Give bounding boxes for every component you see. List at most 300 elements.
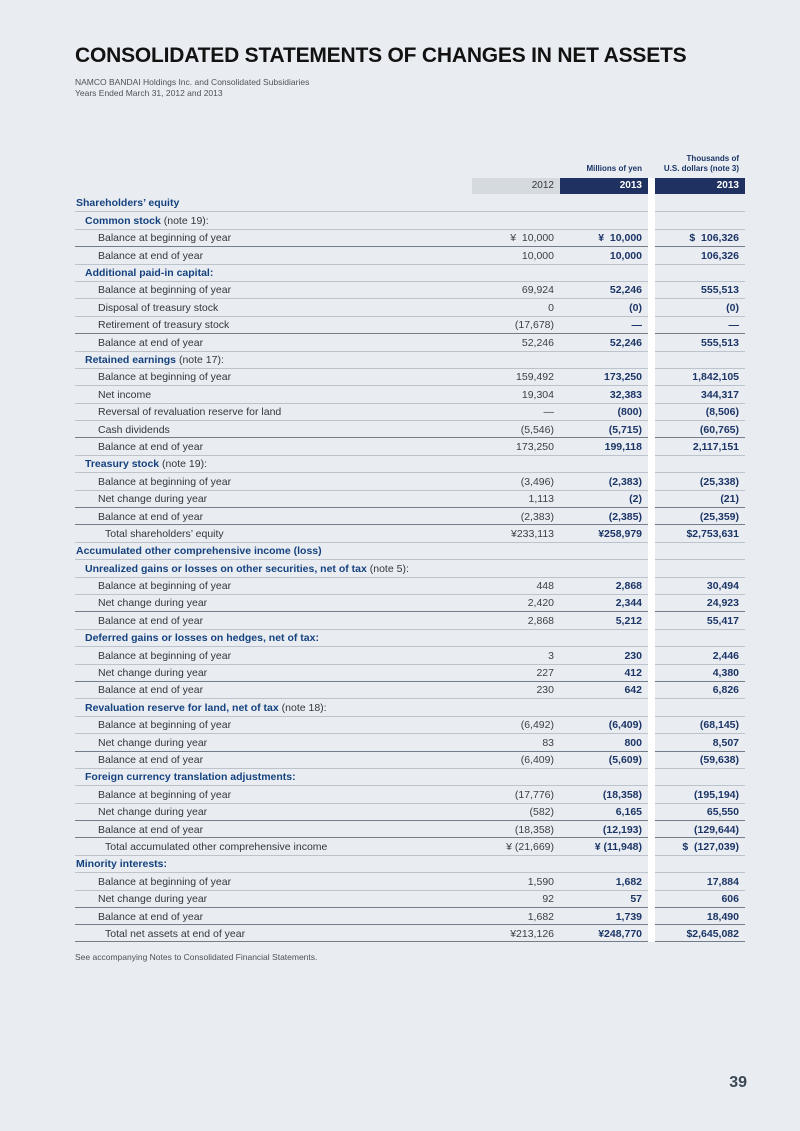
table-row [75, 733, 745, 750]
row-label-text: Balance at beginning of year [98, 719, 232, 732]
value-2013-usd [655, 559, 745, 576]
value-2013-yen: 642 [560, 681, 648, 698]
row-label [75, 594, 472, 611]
value-2012 [472, 351, 560, 368]
row-label-text: Balance at beginning of year [98, 580, 232, 593]
units-yen-label: Millions of yen [586, 164, 642, 173]
row-label-text: Balance at beginning of year [98, 475, 232, 488]
row-label-text: Balance at end of year [98, 614, 204, 627]
column-gap [648, 577, 655, 594]
value-2012: (18,358) [472, 820, 560, 837]
value-2013-usd: 4,380 [655, 664, 745, 681]
table-row [75, 611, 745, 628]
row-label-text: Disposal of treasury stock [98, 301, 219, 314]
value-2013-yen [560, 351, 648, 368]
table-row [75, 524, 745, 541]
value-2013-yen [560, 559, 648, 576]
value-2013-yen: 1,682 [560, 872, 648, 889]
value-2013-usd [655, 855, 745, 872]
value-2012: ¥ 10,000 [472, 229, 560, 246]
value-2013-yen: 5,212 [560, 611, 648, 628]
row-label-text: Total accumulated other comprehensive income [105, 840, 328, 853]
value-2013-yen: 1,739 [560, 907, 648, 924]
value-2013-usd: $ (127,039) [655, 837, 745, 854]
row-label [75, 577, 472, 594]
row-label [75, 837, 472, 854]
value-2012: (6,492) [472, 716, 560, 733]
row-label [75, 385, 472, 402]
row-label-text: Balance at end of year [98, 910, 204, 923]
value-2013-yen: ¥248,770 [560, 924, 648, 941]
table-row [75, 907, 745, 924]
row-label-text: Balance at end of year [98, 823, 204, 836]
column-gap [648, 855, 655, 872]
value-2013-yen: 230 [560, 646, 648, 663]
value-2013-usd: 344,317 [655, 385, 745, 402]
table-row [75, 420, 745, 437]
table-row [75, 229, 745, 246]
value-2013-yen: ¥ 10,000 [560, 229, 648, 246]
row-label [75, 507, 472, 524]
column-gap [648, 594, 655, 611]
value-2013-usd: 30,494 [655, 577, 745, 594]
column-gap [648, 820, 655, 837]
row-label-text: Deferred gains or losses on hedges, net of tax: [85, 632, 319, 645]
row-label [75, 698, 472, 715]
value-2013-yen: 199,118 [560, 437, 648, 454]
value-2013-yen: (2,383) [560, 472, 648, 489]
column-header-2012: 2012 [472, 178, 560, 194]
column-gap [648, 351, 655, 368]
column-gap [648, 751, 655, 768]
row-label [75, 872, 472, 889]
row-label [75, 264, 472, 281]
value-2013-usd: 1,842,105 [655, 368, 745, 385]
column-gap [648, 646, 655, 663]
row-label-text: Revaluation reserve for land, net of tax [85, 701, 279, 714]
value-2013-yen: 412 [560, 664, 648, 681]
value-2013-yen: ¥258,979 [560, 524, 648, 541]
row-label-text: Net change during year [98, 736, 208, 749]
column-header-2013-yen: 2013 [560, 178, 648, 194]
value-2013-yen: 52,246 [560, 333, 648, 350]
row-label-text: Balance at beginning of year [98, 284, 232, 297]
value-2012: 92 [472, 890, 560, 907]
row-label-text: Balance at end of year [98, 510, 204, 523]
column-gap [648, 733, 655, 750]
column-gap [648, 178, 655, 194]
table-row [75, 681, 745, 698]
value-2013-usd: 17,884 [655, 872, 745, 889]
value-2013-usd: (21) [655, 490, 745, 507]
column-gap [648, 924, 655, 941]
value-2013-usd [655, 698, 745, 715]
value-2013-yen [560, 768, 648, 785]
row-label-text: Net change during year [98, 667, 208, 680]
table-row [75, 803, 745, 820]
value-2013-yen: 2,868 [560, 577, 648, 594]
value-2013-yen: (18,358) [560, 785, 648, 802]
row-label-text: Additional paid-in capital: [85, 267, 214, 280]
column-gap [648, 629, 655, 646]
subtitle-company: NAMCO BANDAI Holdings Inc. and Consolidated Subsidiaries [75, 77, 310, 87]
value-2013-yen [560, 698, 648, 715]
row-label-text: Balance at end of year [98, 249, 204, 262]
column-gap [648, 524, 655, 541]
value-2013-yen: ¥ (11,948) [560, 837, 648, 854]
column-gap [648, 246, 655, 263]
value-2013-usd: 2,446 [655, 646, 745, 663]
row-label-text: Foreign currency translation adjustments: [85, 771, 296, 784]
row-label-note: (note 19): [159, 458, 208, 471]
column-gap [648, 403, 655, 420]
column-gap [648, 716, 655, 733]
row-label-text: Balance at beginning of year [98, 232, 232, 245]
table-row [75, 559, 745, 576]
column-gap [648, 681, 655, 698]
table-row [75, 820, 745, 837]
value-2013-yen: 2,344 [560, 594, 648, 611]
value-2012: 2,868 [472, 611, 560, 628]
value-2013-usd: 555,513 [655, 281, 745, 298]
column-gap [648, 890, 655, 907]
column-gap [648, 837, 655, 854]
value-2012 [472, 629, 560, 646]
row-label-text: Treasury stock [85, 458, 160, 471]
table-row [75, 542, 745, 559]
row-label [75, 646, 472, 663]
value-2013-yen [560, 211, 648, 228]
table-row [75, 298, 745, 315]
row-label [75, 803, 472, 820]
row-label [75, 629, 472, 646]
row-label-text: Net change during year [98, 806, 208, 819]
value-2013-usd: 106,326 [655, 246, 745, 263]
row-label-text: Shareholders’ equity [76, 196, 180, 209]
row-label-text: Balance at end of year [98, 684, 204, 697]
column-gap [648, 264, 655, 281]
value-2013-yen [560, 455, 648, 472]
net-assets-table [75, 149, 745, 942]
table-row [75, 924, 745, 941]
row-label-text: Balance at end of year [98, 754, 204, 766]
value-2012: 1,590 [472, 872, 560, 889]
value-2013-usd: 18,490 [655, 907, 745, 924]
value-2012: (17,776) [472, 785, 560, 802]
value-2012: 83 [472, 733, 560, 750]
value-2012: (3,496) [472, 472, 560, 489]
header-spacer [75, 178, 472, 194]
value-2013-yen [560, 855, 648, 872]
table-row [75, 437, 745, 454]
row-label [75, 716, 472, 733]
value-2013-usd: 555,513 [655, 333, 745, 350]
table-row [75, 368, 745, 385]
value-2013-usd [655, 542, 745, 559]
row-label-text: Total net assets at end of year [105, 927, 246, 940]
row-label [75, 316, 472, 333]
row-label-text: Net income [98, 388, 152, 401]
value-2012: 159,492 [472, 368, 560, 385]
value-2013-usd: (8,506) [655, 403, 745, 420]
value-2012: (2,383) [472, 507, 560, 524]
value-2013-usd: (0) [655, 298, 745, 315]
value-2013-usd: (195,194) [655, 785, 745, 802]
units-usd-line1: Thousands of [686, 154, 739, 163]
table-row [75, 629, 745, 646]
column-header-2013-usd: 2013 [655, 178, 745, 194]
column-gap [648, 472, 655, 489]
table-row [75, 716, 745, 733]
column-gap [648, 385, 655, 402]
value-2013-usd [655, 211, 745, 228]
page-title: CONSOLIDATED STATEMENTS OF CHANGES IN NET ASSETS [75, 44, 687, 67]
value-2012: 227 [472, 664, 560, 681]
row-label-text: Balance at beginning of year [98, 788, 232, 801]
value-2012 [472, 559, 560, 576]
row-label-text: Balance at beginning of year [98, 371, 232, 384]
row-label [75, 611, 472, 628]
row-label-text: Balance at beginning of year [98, 875, 232, 888]
row-label-text: Balance at end of year [98, 336, 204, 349]
table-row [75, 768, 745, 785]
value-2013-usd: 65,550 [655, 803, 745, 820]
row-label-note: (note 5): [366, 562, 409, 575]
value-2012 [472, 768, 560, 785]
value-2013-yen: (800) [560, 403, 648, 420]
table-row [75, 455, 745, 472]
table-row [75, 698, 745, 715]
column-gap [648, 507, 655, 524]
page-content [75, 44, 745, 962]
table-row [75, 646, 745, 663]
value-2013-yen: 32,383 [560, 385, 648, 402]
row-label-text: Retirement of treasury stock [98, 319, 230, 332]
row-label-text: Balance at beginning of year [98, 649, 232, 662]
value-2013-yen: 57 [560, 890, 648, 907]
value-2013-usd: 2,117,151 [655, 437, 745, 454]
value-2013-usd [655, 351, 745, 368]
value-2012: 173,250 [472, 437, 560, 454]
column-gap [648, 333, 655, 350]
column-gap [648, 194, 655, 211]
value-2012: 0 [472, 298, 560, 315]
row-label [75, 751, 472, 768]
value-2012: ¥ (21,669) [472, 837, 560, 854]
table-row [75, 577, 745, 594]
row-label [75, 281, 472, 298]
value-2013-yen: 10,000 [560, 246, 648, 263]
subtitle-period: Years Ended March 31, 2012 and 2013 [75, 88, 223, 98]
value-2013-usd: 8,507 [655, 733, 745, 750]
value-2012: 10,000 [472, 246, 560, 263]
row-label [75, 524, 472, 541]
row-label [75, 333, 472, 350]
value-2013-usd: (68,145) [655, 716, 745, 733]
column-gap [648, 664, 655, 681]
value-2013-usd [655, 264, 745, 281]
value-2012: 52,246 [472, 333, 560, 350]
row-label-text: Accumulated other comprehensive income (loss) [76, 545, 322, 558]
table-row [75, 490, 745, 507]
column-gap [648, 368, 655, 385]
value-2013-yen: 52,246 [560, 281, 648, 298]
row-label-text: Reversal of revaluation reserve for land [98, 406, 282, 419]
value-2013-usd: $ 106,326 [655, 229, 745, 246]
column-gap [648, 907, 655, 924]
value-2013-usd: 55,417 [655, 611, 745, 628]
value-2012: 1,113 [472, 490, 560, 507]
value-2012 [472, 194, 560, 211]
table-row [75, 403, 745, 420]
value-2012: 19,304 [472, 385, 560, 402]
row-label [75, 785, 472, 802]
row-label [75, 351, 472, 368]
row-label-note: (note 18): [278, 701, 327, 714]
row-label-text: Total shareholders’ equity [105, 527, 224, 540]
value-2012: (6,409) [472, 751, 560, 768]
row-label-text: Cash dividends [98, 423, 170, 436]
row-label-text: Net change during year [98, 493, 208, 506]
column-gap [648, 542, 655, 559]
row-label-text: Unrealized gains or losses on other securities, net of tax [85, 562, 367, 575]
table-row [75, 351, 745, 368]
footnote: See accompanying Notes to Consolidated Financial Statements. [75, 951, 318, 962]
row-label [75, 246, 472, 263]
value-2013-yen: — [560, 316, 648, 333]
value-2013-usd: — [655, 316, 745, 333]
value-2012 [472, 698, 560, 715]
value-2012 [472, 855, 560, 872]
row-label [75, 855, 472, 872]
row-label-text: Net change during year [98, 597, 208, 610]
column-gap [648, 559, 655, 576]
value-2013-yen [560, 264, 648, 281]
row-label-text: Net change during year [98, 893, 208, 906]
value-2012: (582) [472, 803, 560, 820]
table-row [75, 855, 745, 872]
column-gap [648, 420, 655, 437]
value-2012: 3 [472, 646, 560, 663]
value-2013-usd: 6,826 [655, 681, 745, 698]
value-2013-usd: (59,638) [655, 751, 745, 768]
table-row [75, 333, 745, 350]
column-gap [648, 455, 655, 472]
column-gap [648, 698, 655, 715]
value-2013-usd [655, 455, 745, 472]
table-row [75, 890, 745, 907]
table-row [75, 507, 745, 524]
table-row [75, 211, 745, 228]
row-label [75, 924, 472, 941]
column-gap [648, 211, 655, 228]
value-2012 [472, 542, 560, 559]
value-2013-usd [655, 768, 745, 785]
table-row [75, 385, 745, 402]
table-header-row [75, 178, 745, 194]
value-2013-usd: (60,765) [655, 420, 745, 437]
value-2012: ¥213,126 [472, 924, 560, 941]
table-row [75, 872, 745, 889]
value-2013-usd: 24,923 [655, 594, 745, 611]
table-row [75, 594, 745, 611]
value-2012 [472, 264, 560, 281]
row-label [75, 455, 472, 472]
column-gap [648, 281, 655, 298]
value-2012: ¥233,113 [472, 524, 560, 541]
row-label [75, 907, 472, 924]
row-label [75, 229, 472, 246]
column-gap [648, 298, 655, 315]
value-2012: — [472, 403, 560, 420]
row-label [75, 681, 472, 698]
value-2013-yen [560, 542, 648, 559]
column-gap [648, 490, 655, 507]
units-usd-label [655, 154, 745, 176]
row-label [75, 403, 472, 420]
column-gap [648, 316, 655, 333]
column-gap [648, 768, 655, 785]
value-2012: 2,420 [472, 594, 560, 611]
value-2012 [472, 455, 560, 472]
value-2013-yen: (6,409) [560, 716, 648, 733]
units-usd-line2: U.S. dollars (note 3) [663, 163, 739, 173]
row-label [75, 472, 472, 489]
value-2012: 230 [472, 681, 560, 698]
row-label [75, 420, 472, 437]
value-2013-yen [560, 194, 648, 211]
table-row [75, 751, 745, 768]
value-2012: 1,682 [472, 907, 560, 924]
units-row [75, 149, 745, 176]
column-gap [648, 611, 655, 628]
value-2013-usd [655, 194, 745, 211]
table-row [75, 194, 745, 211]
table-row [75, 837, 745, 854]
row-label [75, 490, 472, 507]
value-2013-yen: 6,165 [560, 803, 648, 820]
value-2013-usd: (25,359) [655, 507, 745, 524]
value-2013-yen: (0) [560, 298, 648, 315]
column-gap [648, 785, 655, 802]
row-label-text: Common stock [85, 214, 161, 227]
page-number: 39 [729, 1074, 747, 1091]
row-label [75, 664, 472, 681]
row-label [75, 211, 472, 228]
row-label [75, 768, 472, 785]
value-2013-usd: (25,338) [655, 472, 745, 489]
table-row [75, 316, 745, 333]
row-label [75, 890, 472, 907]
value-2013-yen: (5,715) [560, 420, 648, 437]
row-label [75, 368, 472, 385]
row-label [75, 542, 472, 559]
value-2013-yen: (12,193) [560, 820, 648, 837]
table-row [75, 281, 745, 298]
column-gap [648, 229, 655, 246]
table-row [75, 246, 745, 263]
column-gap [648, 437, 655, 454]
row-label-note: (note 19): [160, 214, 209, 227]
value-2013-usd [655, 629, 745, 646]
table-row [75, 785, 745, 802]
value-2013-usd: $2,753,631 [655, 524, 745, 541]
value-2013-usd: (129,644) [655, 820, 745, 837]
table-row [75, 264, 745, 281]
row-label [75, 559, 472, 576]
table-body [75, 194, 745, 942]
value-2012: 69,924 [472, 281, 560, 298]
